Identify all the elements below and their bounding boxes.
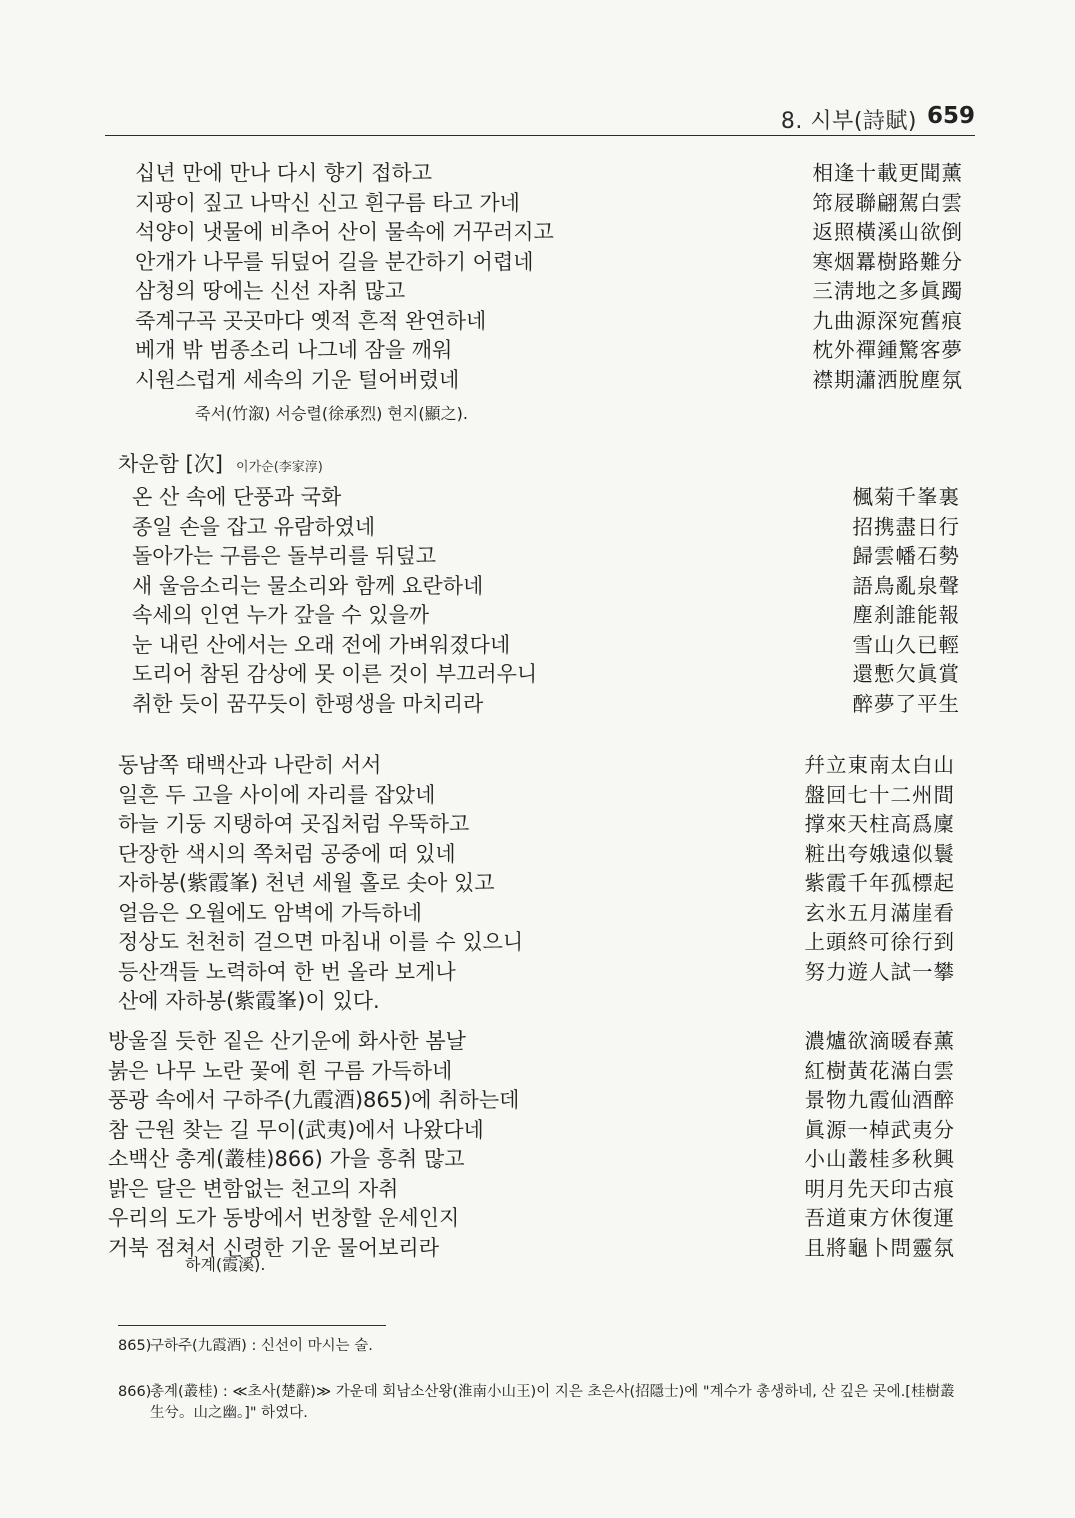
poem-title: 차운함 [次] <box>118 452 223 476</box>
chinese-verse: 還慙欠眞賞 <box>852 662 960 686</box>
poem-1-chinese <box>793 159 963 395</box>
footnote-865 <box>118 1336 968 1357</box>
header-rule <box>105 135 975 136</box>
verse-line: 밝은 달은 변함없는 천고의 자취 <box>108 1176 399 1201</box>
verse-line: 온 산 속에 단풍과 국화 <box>132 485 342 509</box>
chinese-verse: 粧出夸娥遠似鬟 <box>804 841 955 866</box>
chinese-verse: 歸雲幡石勢 <box>852 544 960 568</box>
chinese-verse: 三淸地之多眞躅 <box>812 279 963 303</box>
verse-line: 취한 듯이 꿈꾸듯이 한평생을 마치리라 <box>132 691 484 716</box>
verse-line: 하늘 기둥 지탱하여 곳집처럼 우뚝하고 <box>118 812 470 836</box>
verse-line: 붉은 나무 노란 꽃에 흰 구름 가득하네 <box>108 1058 453 1083</box>
chinese-verse: 明月先天印古痕 <box>804 1176 955 1201</box>
verse-line: 종일 손을 잡고 유람하였네 <box>132 514 376 539</box>
verse-line: 정상도 천천히 걸으면 마침내 이를 수 있으니 <box>118 930 524 954</box>
chinese-verse: 雪山久已輕 <box>852 632 960 657</box>
chinese-verse: 努力遊人試一攀 <box>804 959 955 984</box>
poem-4-chinese <box>785 1027 955 1263</box>
chinese-verse: 寒烟羃樹路難分 <box>812 249 963 274</box>
chinese-verse: 相逢十載更聞薰 <box>812 161 963 185</box>
footnote-rule <box>118 1325 386 1326</box>
chinese-verse: 小山叢桂多秋興 <box>804 1147 955 1171</box>
verse-line: 거북 점쳐서 신령한 기운 물어보리라 <box>108 1235 439 1260</box>
verse-line: 등산객들 노력하여 한 번 올라 보게나 <box>118 959 456 984</box>
chinese-verse: 幷立東南太白山 <box>804 753 955 777</box>
chinese-verse: 筇屐聯翩駕白雲 <box>812 190 963 215</box>
verse-line: 십년 만에 만나 다시 향기 접하고 <box>135 161 433 185</box>
verse-line: 참 근원 찾는 길 무이(武夷)에서 나왔다네 <box>108 1117 484 1142</box>
verse-line: 자하봉(紫霞峯) 천년 세월 홀로 솟아 있고 <box>118 871 495 895</box>
verse-line: 안개가 나무를 뒤덮어 길을 분간하기 어렵네 <box>135 249 534 274</box>
chinese-verse: 返照橫溪山欲倒 <box>812 220 963 244</box>
verse-line: 속세의 인연 누가 갚을 수 있을까 <box>132 603 430 627</box>
verse-line: 도리어 참된 감상에 못 이른 것이 부끄러우니 <box>132 662 538 686</box>
footnote-866 <box>118 1382 968 1424</box>
verse-line: 새 울음소리는 물소리와 함께 요란하네 <box>132 573 484 598</box>
chinese-verse: 且將龜卜問靈氛 <box>804 1235 955 1260</box>
poem-1-credit: 죽서(竹溆) 서승렬(徐承烈) 현지(顯之). <box>195 404 468 423</box>
verse-note: 산에 자하봉(紫霞峯)이 있다. <box>118 989 380 1013</box>
footnote-number: 865) <box>118 1338 152 1354</box>
running-title: 8. 시부(詩賦) <box>780 109 917 134</box>
poem-4-credit: 하계(霞溪). <box>185 1255 266 1274</box>
chinese-verse: 玄氷五月滿崖看 <box>804 900 955 925</box>
footnote-text: 총계(叢桂) : ≪초사(楚辭)≫ 가운데 회남소산왕(淮南小山王)이 지은 초은사(招隱士)에 "계수가 총생하네, 산 깊은 곳에.[桂樹叢 <box>150 1384 955 1400</box>
verse-line: 지팡이 짚고 나막신 신고 흰구름 타고 가네 <box>135 190 520 215</box>
poem-1-korean <box>135 159 554 395</box>
verse-line: 죽계구곡 곳곳마다 옛적 흔적 완연하네 <box>135 308 487 333</box>
chinese-verse: 盤回七十二州間 <box>804 782 955 807</box>
verse-line: 삼청의 땅에는 신선 자취 많고 <box>135 279 406 303</box>
chinese-verse: 語鳥亂泉聲 <box>852 573 960 598</box>
verse-line: 석양이 냇물에 비추어 산이 물속에 거꾸러지고 <box>135 220 554 244</box>
page-number: 659 <box>926 103 975 129</box>
chinese-verse: 九曲源深宛舊痕 <box>812 308 963 333</box>
verse-line: 베개 밖 범종소리 나그네 잠을 깨워 <box>135 338 453 362</box>
page-header <box>105 102 975 136</box>
chinese-verse: 楓菊千峯裏 <box>852 485 960 509</box>
chinese-verse: 襟期瀟洒脫塵氛 <box>812 367 963 392</box>
poem-2-heading <box>118 448 323 478</box>
chinese-verse: 紅樹黃花滿白雲 <box>804 1058 955 1083</box>
chinese-verse: 醉夢了平生 <box>852 691 960 716</box>
verse-line: 돌아가는 구름은 돌부리를 뒤덮고 <box>132 544 437 568</box>
chinese-verse: 景物九霞仙酒醉 <box>804 1088 955 1112</box>
verse-line: 눈 내린 산에서는 오래 전에 가벼워졌다네 <box>132 632 511 657</box>
verse-line: 동남쪽 태백산과 나란히 서서 <box>118 753 382 777</box>
chinese-verse: 枕外禪鍾驚客夢 <box>812 338 963 362</box>
chinese-verse: 吾道東方休復運 <box>804 1206 955 1230</box>
poem-3-korean <box>118 751 523 1017</box>
verse-line: 방울질 듯한 짙은 산기운에 화사한 봄날 <box>108 1029 466 1053</box>
verse-line: 단장한 색시의 쪽처럼 공중에 떠 있네 <box>118 841 456 866</box>
chinese-verse: 上頭終可徐行到 <box>804 930 955 954</box>
chinese-verse: 紫霞千年孤標起 <box>804 871 955 895</box>
chinese-verse: 撑來天柱高爲廩 <box>804 812 955 836</box>
poem-3-chinese <box>785 751 955 987</box>
verse-line: 일흔 두 고을 사이에 자리를 잡았네 <box>118 782 436 807</box>
poem-2-chinese <box>790 483 960 719</box>
verse-line: 시원스럽게 세속의 기운 털어버렸네 <box>135 367 460 392</box>
footnote-number: 866) <box>118 1384 152 1400</box>
poem-author: 이가순(李家淳) <box>236 460 323 475</box>
chinese-verse: 招携盡日行 <box>852 514 960 539</box>
footnote-text: 구하주(九霞酒) : 신선이 마시는 술. <box>150 1338 373 1354</box>
verse-line: 얼음은 오월에도 암벽에 가득하네 <box>118 900 423 925</box>
verse-line: 소백산 총계(叢桂)866) 가을 흥취 많고 <box>108 1147 465 1171</box>
chinese-verse: 眞源一棹武夷分 <box>804 1117 955 1142</box>
chinese-verse: 塵刹誰能報 <box>852 603 960 627</box>
verse-line: 풍광 속에서 구하주(九霞酒)865)에 취하는데 <box>108 1088 520 1112</box>
footnote-continuation: 生兮。山之幽。]" 하였다. <box>150 1405 308 1421</box>
poem-4-korean <box>108 1027 519 1263</box>
verse-line: 우리의 도가 동방에서 번창할 운세인지 <box>108 1206 460 1230</box>
chinese-verse: 濃爐欲滴暖春薰 <box>804 1029 955 1053</box>
poem-2-korean <box>132 483 537 719</box>
